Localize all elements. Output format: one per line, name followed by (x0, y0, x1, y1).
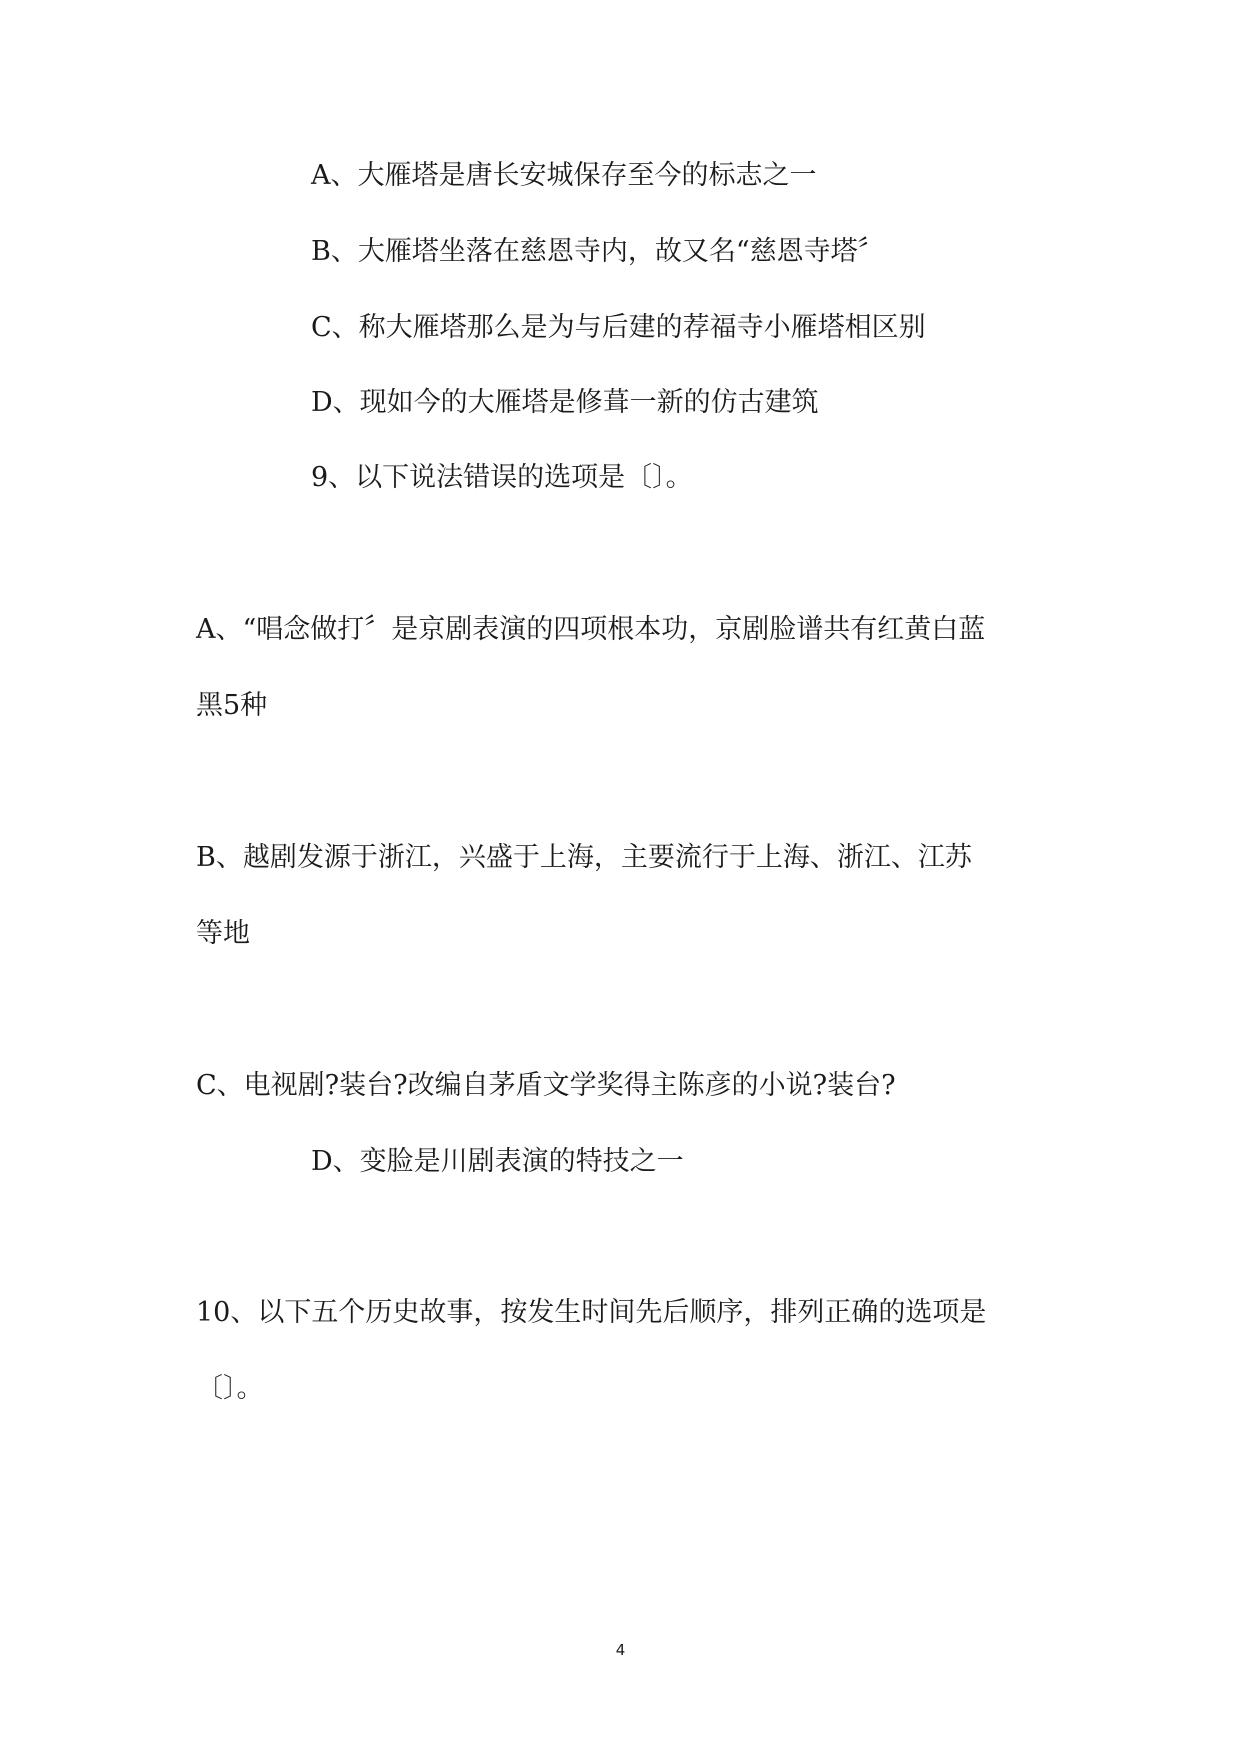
q8-option-a: A、大雁塔是唐长安城保存至今的标志之一 (311, 160, 817, 191)
q9-option-a-line2: 黑5种 (196, 690, 268, 721)
q9-option-c: C、电视剧?装台?改编自茅盾文学奖得主陈彦的小说?装台? (196, 1070, 896, 1101)
q8-option-b: B、大雁塔坐落在慈恩寺内，故又名“慈恩寺塔〞 (311, 236, 885, 267)
q8-option-d: D、现如今的大雁塔是修葺一新的仿古建筑 (311, 387, 819, 418)
q8-option-c: C、称大雁塔那么是为与后建的荐福寺小雁塔相区别 (311, 312, 926, 343)
q9-option-b-line2: 等地 (196, 918, 250, 949)
q10-stem-line1: 10、以下五个历史故事，按发生时间先后顺序，排列正确的选项是 (196, 1297, 987, 1328)
q9-option-a-line1: A、“唱念做打〞是京剧表演的四项根本功，京剧脸谱共有红黄白蓝 (196, 614, 986, 645)
page-number: 4 (615, 1641, 626, 1659)
q9-option-d: D、变脸是川剧表演的特技之一 (311, 1146, 684, 1177)
q9-option-b-line1: B、越剧发源于浙江，兴盛于上海，主要流行于上海、浙江、江苏 (196, 842, 972, 873)
q9-stem: 9、以下说法错误的选项是〔〕。 (311, 462, 693, 493)
q10-stem-line2: 〔〕。 (196, 1373, 264, 1404)
